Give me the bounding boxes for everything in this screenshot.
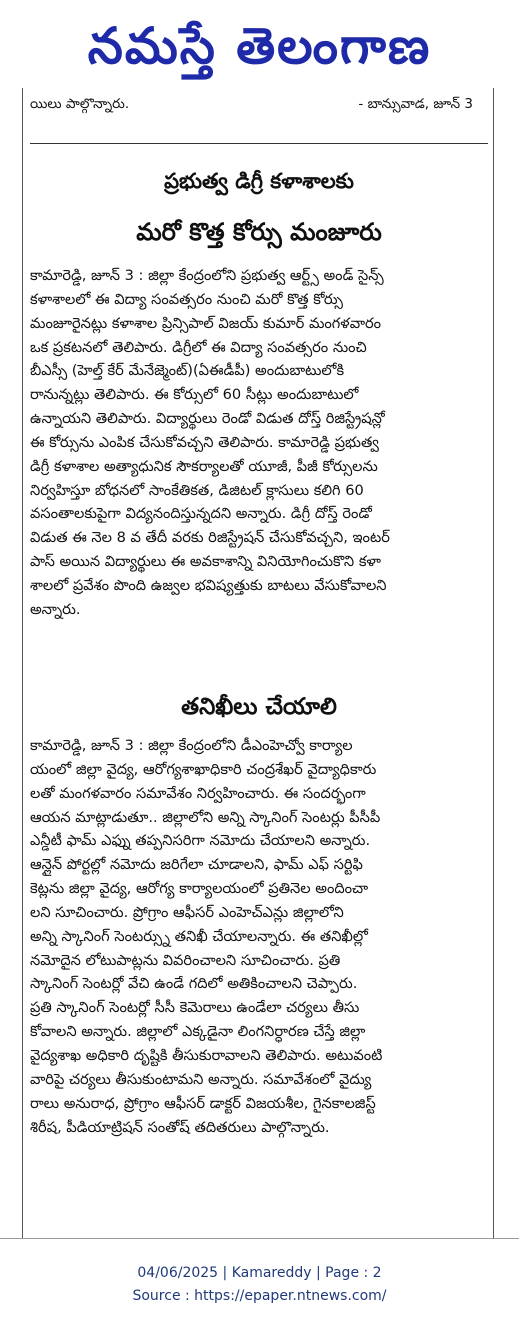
body-line: ఒక ప్రకటనలో తెలిపారు. డిగ్రీలో ఈ విద్యా సంవత్సరం నుంచి bbox=[30, 338, 367, 356]
body-line: లతో మంగళవారం సమావేశం నిర్వహించారు. ఈ సందర్భంగా bbox=[30, 784, 366, 802]
body-line: కోవాలని అన్నారు. జిల్లాలో ఎక్కడైనా లింగనిర్ధారణ చేస్తే జిల్లా bbox=[30, 1023, 366, 1041]
body-line: రాలు అనురాధ, ప్రోగ్రాం ఆఫీసర్ డాక్టర్ విజయశీల, గైనకాలజిస్ట్ bbox=[30, 1094, 376, 1112]
body-line: శాలలో ప్రవేశం పొంది ఉజ్వల భవిష్యత్తుకు బాటలు వేసుకోవాలని bbox=[30, 576, 387, 594]
body-line: ఉన్నాయని తెలిపారు. విద్యార్థులు రెండో విడుత దోస్త్ రిజిస్ట్రేషన్లో bbox=[30, 410, 385, 428]
previous-article-tail bbox=[30, 92, 485, 116]
body-line: ఈ కోర్సును ఎంపిక చేసుకోవచ్చని తెలిపారు. కామారెడ్డి ప్రభుత్వ bbox=[30, 433, 379, 451]
body-line: రానున్నట్లు తెలిపారు. ఈ కోర్సులో 60 సీట్లు అందుబాటులో bbox=[30, 386, 359, 404]
body-line: కెట్లను జిల్లా వైద్య, ఆరోగ్య కార్యాలయంలో ప్రతినెల అందించా bbox=[30, 880, 369, 898]
body-line: ఎన్డీటీ ఫామ్ ఎఫ్ను తప్పనిసరిగా నమోదు చేయాలని అన్నారు. bbox=[30, 832, 371, 850]
body-line: కళాశాలలో ఈ విద్యా సంవత్సరం నుంచి మరో కొత్త కోర్సు bbox=[30, 290, 343, 308]
body-line: అన్ని స్కానింగ్ సెంటర్స్ను తనిఖీ చేయాలన్నారు. ఈ తనిఖీల్లో bbox=[30, 927, 368, 945]
previous-article-dateline: - బాన్సువాడ, జూన్ 3 bbox=[358, 96, 473, 112]
body-line: ఆన్లైన్ పోర్టల్లో నమోదు జరిగేలా చూడాలని, ఫామ్ ఎఫ్ సర్టిఫి bbox=[30, 856, 363, 874]
body-line: వసంతాలకుపైగా విద్యనందిస్తున్నదని అన్నారు. డిగ్రీ దోస్త్ రెండో bbox=[30, 505, 372, 523]
footer-source: Source : https://epaper.ntnews.com/ bbox=[132, 1288, 387, 1304]
previous-article-text: యిలు పాల్గొన్నారు. bbox=[30, 96, 130, 112]
body-line: అన్నారు. bbox=[30, 600, 81, 618]
body-line: లని సూచించారు. ప్రోగ్రాం ఆఫీసర్ ఎంహెచ్ఎన్లు జిల్లాలోని bbox=[30, 903, 344, 921]
body-line: బీఎస్సీ (హెల్త్ కేర్ మేనేజ్మెంట్)(ఏఈడీపీ) అందుబాటులోకి bbox=[30, 362, 345, 380]
body-line: వారిపై చర్యలు తీసుకుంటామని అన్నారు. సమావేశంలో వైద్యు bbox=[30, 1070, 372, 1088]
article1-headline-line1: ప్రభుత్వ డిగ్రీ కళాశాలకు bbox=[164, 169, 354, 193]
article2-headline: తనిఖీలు చేయాలి bbox=[181, 694, 337, 720]
footer-divider bbox=[0, 1238, 519, 1239]
body-line: శిరీష, పీడియాట్రిషన్ సంతోష్ తదితరులు పాల్గొన్నారు. bbox=[30, 1118, 330, 1136]
body-line: డిగ్రీ కళాశాల అత్యాధునిక సౌకర్యాలతో యూజీ, పీజీ కోర్సులను bbox=[30, 457, 378, 475]
body-line: స్కానింగ్ సెంటర్లో వేచి ఉండే గదిలో అతికించాలని చెప్పారు. bbox=[30, 975, 358, 993]
body-line: పాస్ అయిన విద్యార్థులు ఈ అవకాశాన్ని వినియోగించుకొని కళా bbox=[30, 553, 381, 571]
body-line: కామారెడ్డి, జూన్ 3 : జిల్లా కేంద్రంలోని డీఎంహెచ్వో కార్యాల bbox=[30, 737, 353, 754]
body-line: ప్రతి స్కానింగ్ సెంటర్లో సీసీ కెమెరాలు ఉండేలా చర్యలు తీసు bbox=[30, 999, 360, 1017]
article1-headline-line2: మరో కొత్త కోర్సు మంజూరు bbox=[136, 218, 382, 246]
body-line: ఆయన మాట్లాడుతూ.. జిల్లాలోని అన్ని స్కానింగ్ సెంటర్లు పీసీపీ bbox=[30, 808, 381, 826]
body-line: మంజూరైనట్లు కళాశాల ప్రిన్సిపాల్ విజయ్ కుమార్ మంగళవారం bbox=[30, 314, 382, 332]
article2-body bbox=[30, 734, 488, 1139]
footer-edition-info: 04/06/2025 | Kamareddy | Page : 2 bbox=[137, 1265, 382, 1281]
article-divider bbox=[30, 143, 488, 144]
body-line: కామారెడ్డి, జూన్ 3 : జిల్లా కేంద్రంలోని ప్రభుత్వ ఆర్ట్స్ అండ్ సైన్స్ bbox=[30, 267, 384, 284]
article1-body bbox=[30, 264, 488, 622]
body-line: యంలో జిల్లా వైద్య, ఆరోగ్యశాఖాధికారి చంద్రశేఖర్ వైద్యాధికారు bbox=[30, 760, 377, 778]
body-line: నిర్వహిస్తూ బోధనలో సాంకేతికత, డిజిటల్ క్లాసులు కలిగి 60 bbox=[30, 481, 364, 499]
body-line: నమోదైన లోటుపాట్లను వివరించాలని సూచించారు. ప్రతి bbox=[30, 951, 341, 969]
newspaper-masthead: నమస్తే తెలంగాణ bbox=[87, 17, 432, 75]
body-line: వైద్యశాఖ అధికారి దృష్టికి తీసుకురావాలని తెలిపారు. అటువంటి bbox=[30, 1046, 383, 1064]
body-line: విడుత ఈ నెల 8 వ తేదీ వరకు రిజిస్ట్రేషన్ చేసుకోవచ్చని, ఇంటర్ bbox=[30, 529, 390, 547]
